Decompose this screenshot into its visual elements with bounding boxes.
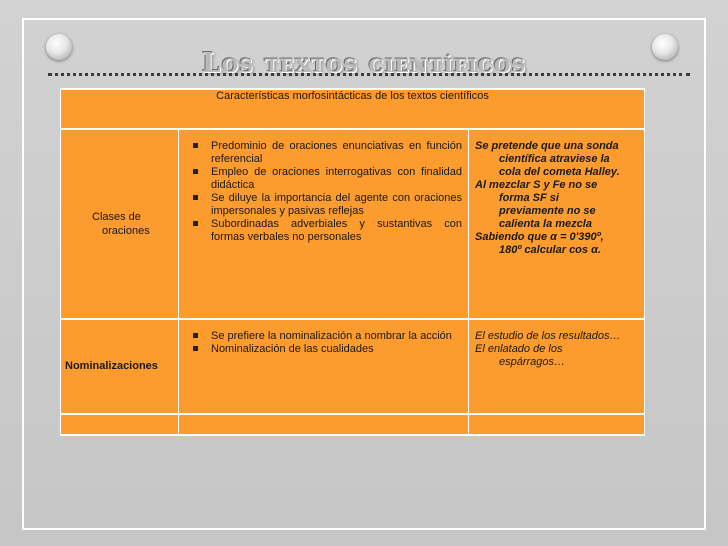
example-line: Se pretende que una sonda [475,140,619,152]
list-item: Se diluye la importancia del agente con oraciones impersonales y pasivas reflejas [193,192,462,218]
characteristics-table [60,88,645,436]
example-line: científica atraviese la [499,153,610,165]
example-line: El enlatado de los [475,343,563,355]
table-header: Características morfosintácticas de los textos científicos [61,89,645,129]
table-header-row [61,89,645,129]
example-line: calienta la mezcla [499,218,592,230]
example-line: espárragos… [499,356,566,368]
table-row [61,129,645,319]
list-item: Se prefiere la nominalización a nombrar la acción [193,330,462,343]
list-item: Nominalización de las cualidades [193,343,462,356]
example-line: cola del cometa Halley. [499,166,620,178]
row-label-line: oraciones [102,225,150,237]
example-line: El estudio de los resultados… [475,330,621,342]
list-item: Empleo de oraciones interrogativas con finalidad didáctica [193,166,462,192]
empty-cell [469,414,645,435]
bullet-cell [179,319,469,414]
example-line: previamente no se [499,205,596,217]
empty-cell [179,414,469,435]
example-line: forma SF si [499,192,559,204]
row-label-line: Clases de [92,211,141,223]
example-line: 180º calcular cos α. [499,244,601,256]
title-dotted-divider [48,73,690,76]
list-item: Subordinadas adverbiales y sustantivas con formas verbales no personales [193,218,462,244]
row-label-nominalizaciones: Nominalizaciones [61,319,179,414]
example-cell [469,319,645,414]
list-item: Predominio de oraciones enunciativas en función referencial [193,140,462,166]
example-line: Sabiendo que α = 0'390º, [475,231,604,243]
bullet-cell [179,129,469,319]
table-row [61,319,645,414]
table-row-empty [61,414,645,435]
empty-cell [61,414,179,435]
example-cell [469,129,645,319]
row-label-clases [61,129,179,319]
example-line: Al mezclar S y Fe no se [475,179,598,191]
slide-title: Los textos científicos [201,48,527,79]
